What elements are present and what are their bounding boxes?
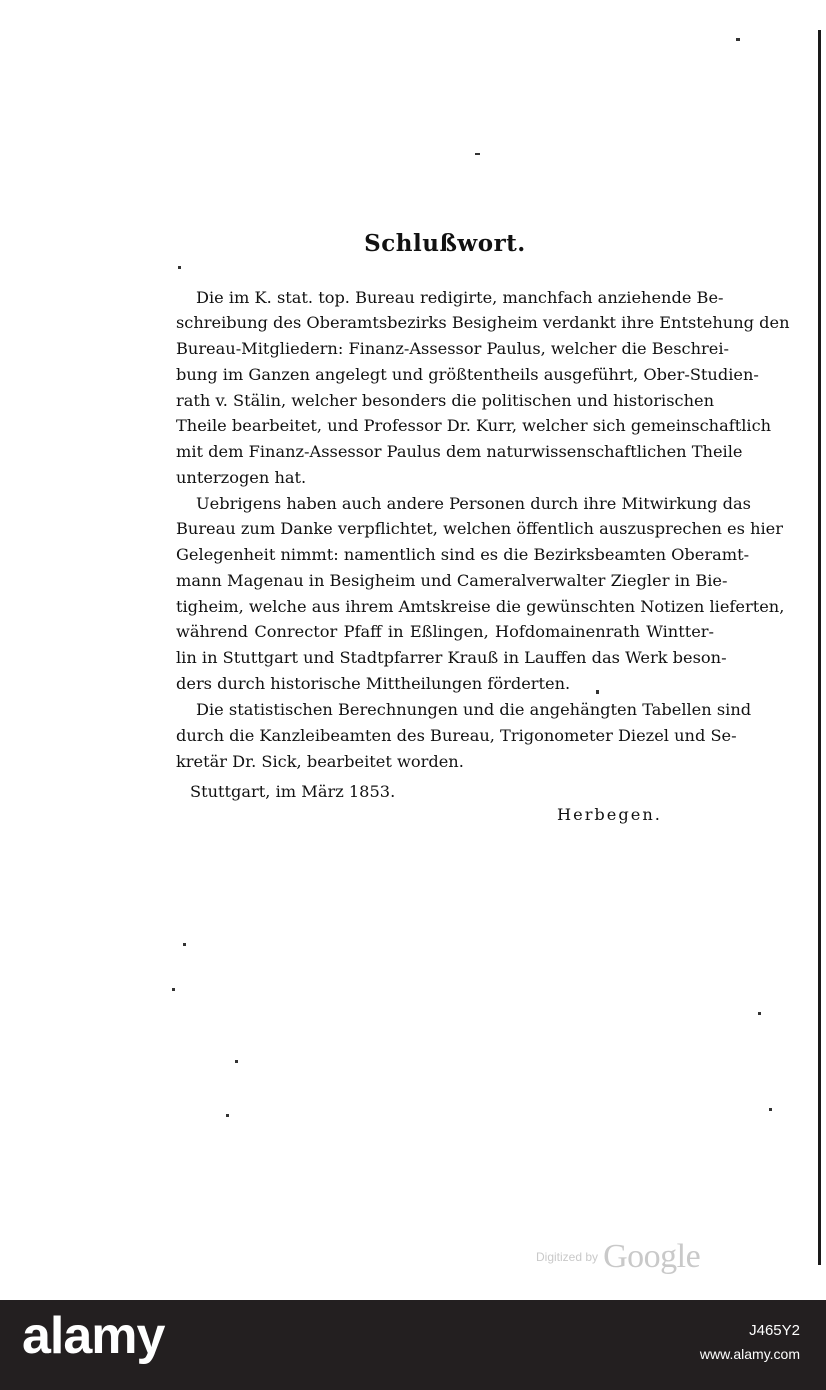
text-line: schreibung des Oberamtsbezirks Besigheim verdankt ihre Entstehung den bbox=[176, 313, 790, 332]
text-line: mann Magenau in Besigheim und Cameralverwalter Ziegler in Bie- bbox=[176, 571, 728, 590]
speck bbox=[475, 153, 480, 155]
text-line: Die im K. stat. top. Bureau redigirte, manchfach anziehende Be- bbox=[196, 288, 724, 307]
speck bbox=[172, 988, 175, 991]
text-line: lin in Stuttgart und Stadtpfarrer Krauß in Lauffen das Werk beson- bbox=[176, 648, 727, 667]
digitized-label: Digitized by bbox=[536, 1250, 599, 1264]
speck bbox=[178, 266, 181, 269]
text-line: durch die Kanzleibeamten des Bureau, Trigonometer Diezel und Se- bbox=[176, 726, 737, 745]
speck bbox=[183, 943, 186, 946]
text-line: Theile bearbeitet, und Professor Dr. Kurr, welcher sich gemeinschaftlich bbox=[176, 416, 772, 435]
text-line: kretär Dr. Sick, bearbeitet worden. bbox=[176, 752, 464, 771]
signature: Herbegen. bbox=[557, 805, 662, 824]
speck bbox=[758, 1012, 761, 1015]
page-edge-shadow bbox=[818, 30, 821, 1265]
text-line: Bureau-Mitgliedern: Finanz-Assessor Paulus, welcher die Beschrei- bbox=[176, 339, 729, 358]
speck bbox=[736, 38, 740, 41]
text-line: bung im Ganzen angelegt und größtentheils ausgeführt, Ober-Studien- bbox=[176, 365, 759, 384]
text-line: Bureau zum Danke verpflichtet, welchen öffentlich auszusprechen es hier bbox=[176, 519, 783, 538]
text-line: Uebrigens haben auch andere Personen durch ihre Mitwirkung das bbox=[196, 494, 751, 513]
page-title: Schlußwort. bbox=[364, 230, 526, 257]
text-line: während Conrector Pfaff in Eßlingen, Hofdomainenrath Wintter- bbox=[176, 622, 714, 641]
text-line: mit dem Finanz-Assessor Paulus dem naturwissenschaftlichen Theile bbox=[176, 442, 743, 461]
text-line: tigheim, welche aus ihrem Amtskreise die gewünschten Notizen lieferten, bbox=[176, 597, 785, 616]
speck bbox=[769, 1108, 772, 1111]
text-line: Die statistischen Berechnungen und die angehängten Tabellen sind bbox=[196, 700, 752, 719]
speck bbox=[235, 1060, 238, 1063]
text-line: rath v. Stälin, welcher besonders die politischen und historischen bbox=[176, 391, 715, 410]
image-id: J465Y2 bbox=[749, 1322, 800, 1339]
text-line: ders durch historische Mittheilungen förderten. bbox=[176, 674, 571, 693]
text-line: unterzogen hat. bbox=[176, 468, 307, 487]
text-line: Gelegenheit nimmt: namentlich sind es die Bezirksbeamten Oberamt- bbox=[176, 545, 750, 564]
google-logo-text: Google bbox=[603, 1238, 701, 1275]
speck bbox=[226, 1114, 229, 1117]
site-url: www.alamy.com bbox=[699, 1346, 800, 1362]
digitized-watermark bbox=[536, 1238, 700, 1276]
place-date: Stuttgart, im März 1853. bbox=[190, 782, 396, 801]
alamy-logo: alamy bbox=[22, 1307, 165, 1365]
